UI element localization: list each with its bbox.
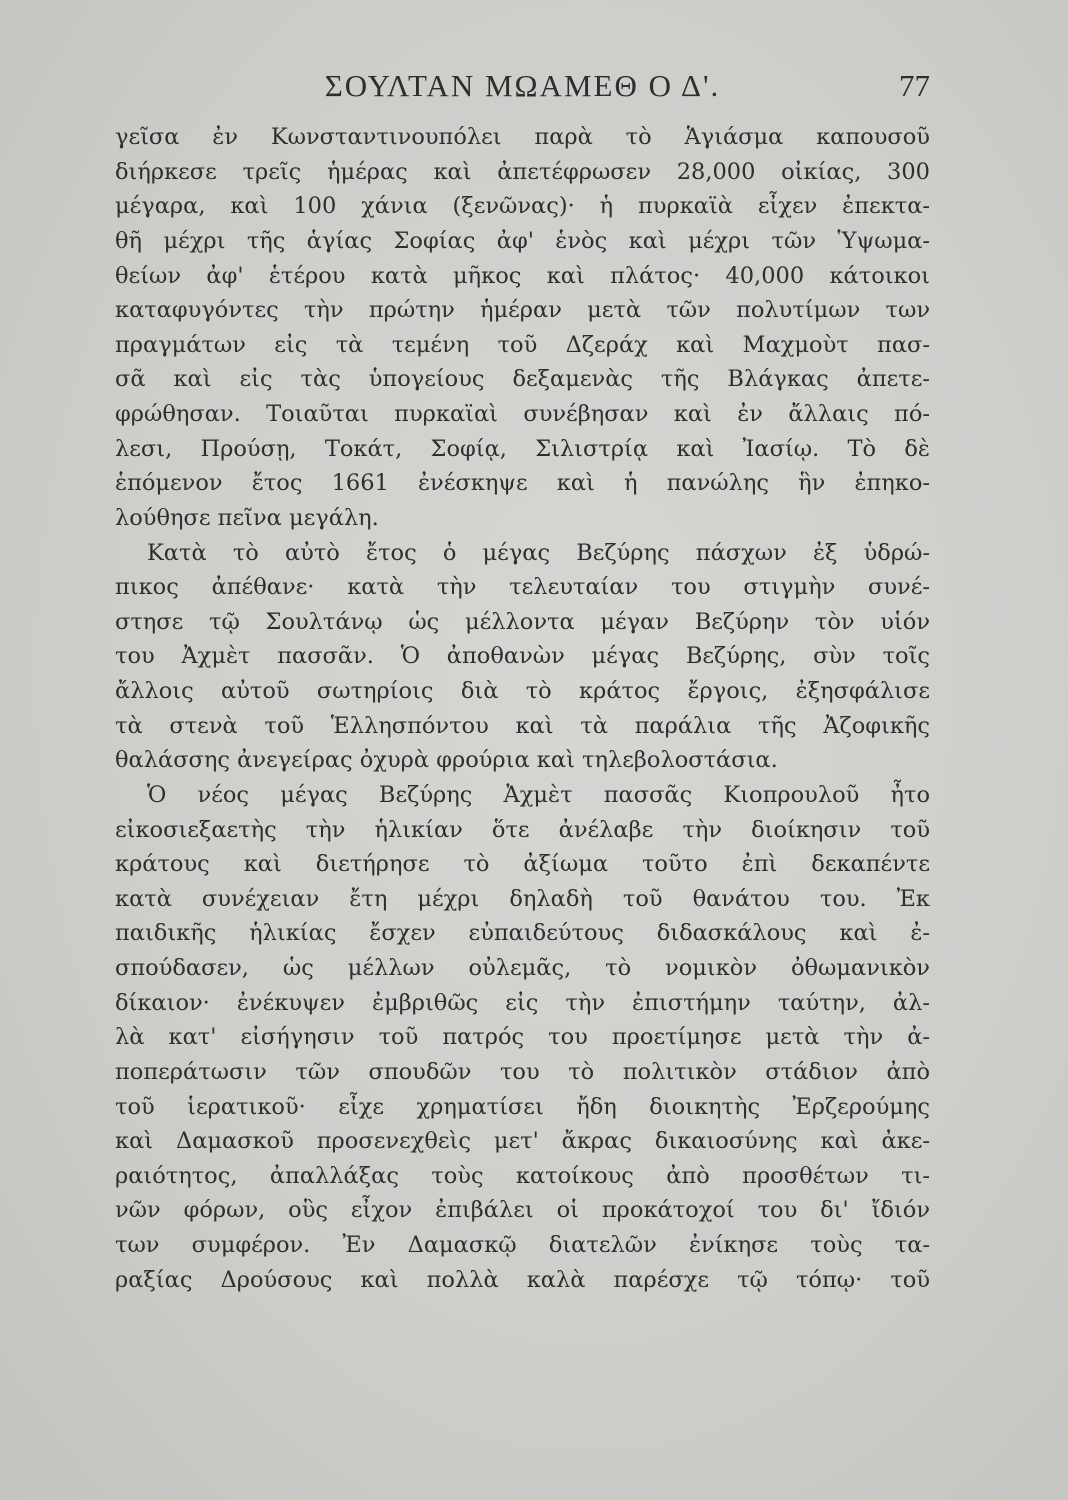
body-text	[115, 120, 930, 1297]
text-line: σᾶ καὶ εἰς τὰς ὑπογείους δεξαμενὰς τῆς Βλάγκας ἀπετε-	[115, 366, 930, 393]
text-line: θαλάσσης ἀνεγείρας ὀχυρὰ φρούρια καὶ τηλεβολοστάσια.	[115, 747, 778, 774]
text-line: κράτους καὶ διετήρησε τὸ ἀξίωμα τοῦτο ἐπὶ δεκαπέντε	[115, 851, 930, 878]
text-line: Ὁ νέος μέγας Βεζύρης Ἀχμὲτ πασσᾶς Κιοπρουλοῦ ἦτο	[147, 781, 930, 808]
text-line: φρώθησαν. Τοιαῦται πυρκαϊαὶ συνέβησαν καὶ ἐν ἄλλαις πό-	[115, 401, 930, 427]
text-line: ραιότητος, ἀπαλλάξας τοὺς κατοίκους ἀπὸ προσθέτων τι-	[115, 1162, 930, 1189]
text-line: τοῦ ἱερατικοῦ· εἶχε χρηματίσει ἤδη διοικητὴς Ἐρζερούμης	[115, 1093, 930, 1120]
text-line: Κατὰ τὸ αὐτὸ ἔτος ὁ μέγας Βεζύρης πάσχων ἐξ ὑδρώ-	[147, 539, 930, 566]
text-line: του Ἀχμὲτ πασσᾶν. Ὁ ἀποθανὼν μέγας Βεζύρης, σὺν τοῖς	[115, 643, 930, 670]
text-line: σπούδασεν, ὡς μέλλων οὐλεμᾶς, τὸ νομικὸν ὀθωμανικὸν	[115, 955, 930, 981]
text-line: πραγμάτων εἰς τὰ τεμένη τοῦ Δζεράχ καὶ Μαχμοὺτ πασ-	[115, 331, 930, 358]
text-line: λὰ κατ' εἰσήγησιν τοῦ πατρός του προετίμησε μετὰ τὴν ἀ-	[115, 1024, 930, 1051]
text-line: παιδικῆς ἡλικίας ἔσχεν εὐπαιδεύτους διδασκάλους καὶ ἐ-	[115, 920, 930, 947]
text-line: λούθησε πεῖνα μεγάλη.	[115, 504, 379, 531]
text-line: νῶν φόρων, οὓς εἶχον ἐπιβάλει οἱ προκάτοχοί του δι' ἴδιόν	[115, 1197, 930, 1224]
text-line: δίκαιον· ἐνέκυψεν ἐμβριθῶς εἰς τὴν ἐπιστήμην ταύτην, ἀλ-	[115, 989, 930, 1016]
text-line: ἑπόμενον ἔτος 1661 ἐνέσκηψε καὶ ἡ πανώλης ἣν ἐπηκο-	[115, 470, 930, 497]
text-line: γεῖσα ἐν Κωνσταντινουπόλει παρὰ τὸ Ἁγιάσμα καπουσοῦ	[115, 124, 930, 150]
text-line: θῆ μέχρι τῆς ἁγίας Σοφίας ἀφ' ἑνὸς καὶ μέχρι τῶν Ὑψωμα-	[115, 227, 930, 254]
text-line: ραξίας Δρούσους καὶ πολλὰ καλὰ παρέσχε τῷ τόπῳ· τοῦ	[115, 1266, 930, 1293]
text-line: ἄλλοις αὐτοῦ σωτηρίοις διὰ τὸ κράτος ἔργοις, ἐξησφάλισε	[115, 678, 930, 704]
text-line: διήρκεσε τρεῖς ἡμέρας καὶ ἀπετέφρωσεν 28,000 οἰκίας, 300	[115, 158, 930, 185]
text-line: πικος ἀπέθανε· κατὰ τὴν τελευταίαν του στιγμὴν συνέ-	[115, 574, 930, 601]
page-header	[115, 68, 930, 108]
text-line: μέγαρα, καὶ 100 χάνια (ξενῶνας)· ἡ πυρκαϊὰ εἶχεν ἐπεκτα-	[115, 193, 930, 220]
page-number: 77	[899, 68, 930, 103]
text-line: κατὰ συνέχειαν ἔτη μέχρι δηλαδὴ τοῦ θανάτου του. Ἐκ	[115, 885, 930, 912]
text-line: καταφυγόντες τὴν πρώτην ἡμέραν μετὰ τῶν πολυτίμων των	[115, 297, 930, 324]
text-line: καὶ Δαμασκοῦ προσενεχθεὶς μετ' ἄκρας δικαιοσύνης καὶ ἀκε-	[115, 1128, 930, 1155]
text-line: λεσι, Προύσῃ, Τοκάτ, Σοφίᾳ, Σιλιστρίᾳ καὶ Ἰασίῳ. Τὸ δὲ	[115, 435, 930, 462]
text-line: ποπεράτωσιν τῶν σπουδῶν του τὸ πολιτικὸν στάδιον ἀπὸ	[115, 1058, 930, 1085]
running-title: ΣΟΥΛΤΑΝ ΜΩΑΜΕΘ Ο Δ'.	[324, 68, 721, 103]
text-line: θείων ἀφ' ἑτέρου κατὰ μῆκος καὶ πλάτος· 40,000 κάτοικοι	[115, 262, 930, 289]
text-line: τὰ στενὰ τοῦ Ἑλλησπόντου καὶ τὰ παράλια τῆς Ἀζοφικῆς	[115, 712, 930, 739]
text-line: των συμφέρον. Ἐν Δαμασκῷ διατελῶν ἐνίκησε τοὺς τα-	[115, 1232, 930, 1258]
text-line: στησε τῷ Σουλτάνῳ ὡς μέλλοντα μέγαν Βεζύρην τὸν υἱόν	[115, 608, 930, 635]
text-line: εἰκοσιεξαετὴς τὴν ἡλικίαν ὅτε ἀνέλαβε τὴν διοίκησιν τοῦ	[115, 816, 930, 843]
